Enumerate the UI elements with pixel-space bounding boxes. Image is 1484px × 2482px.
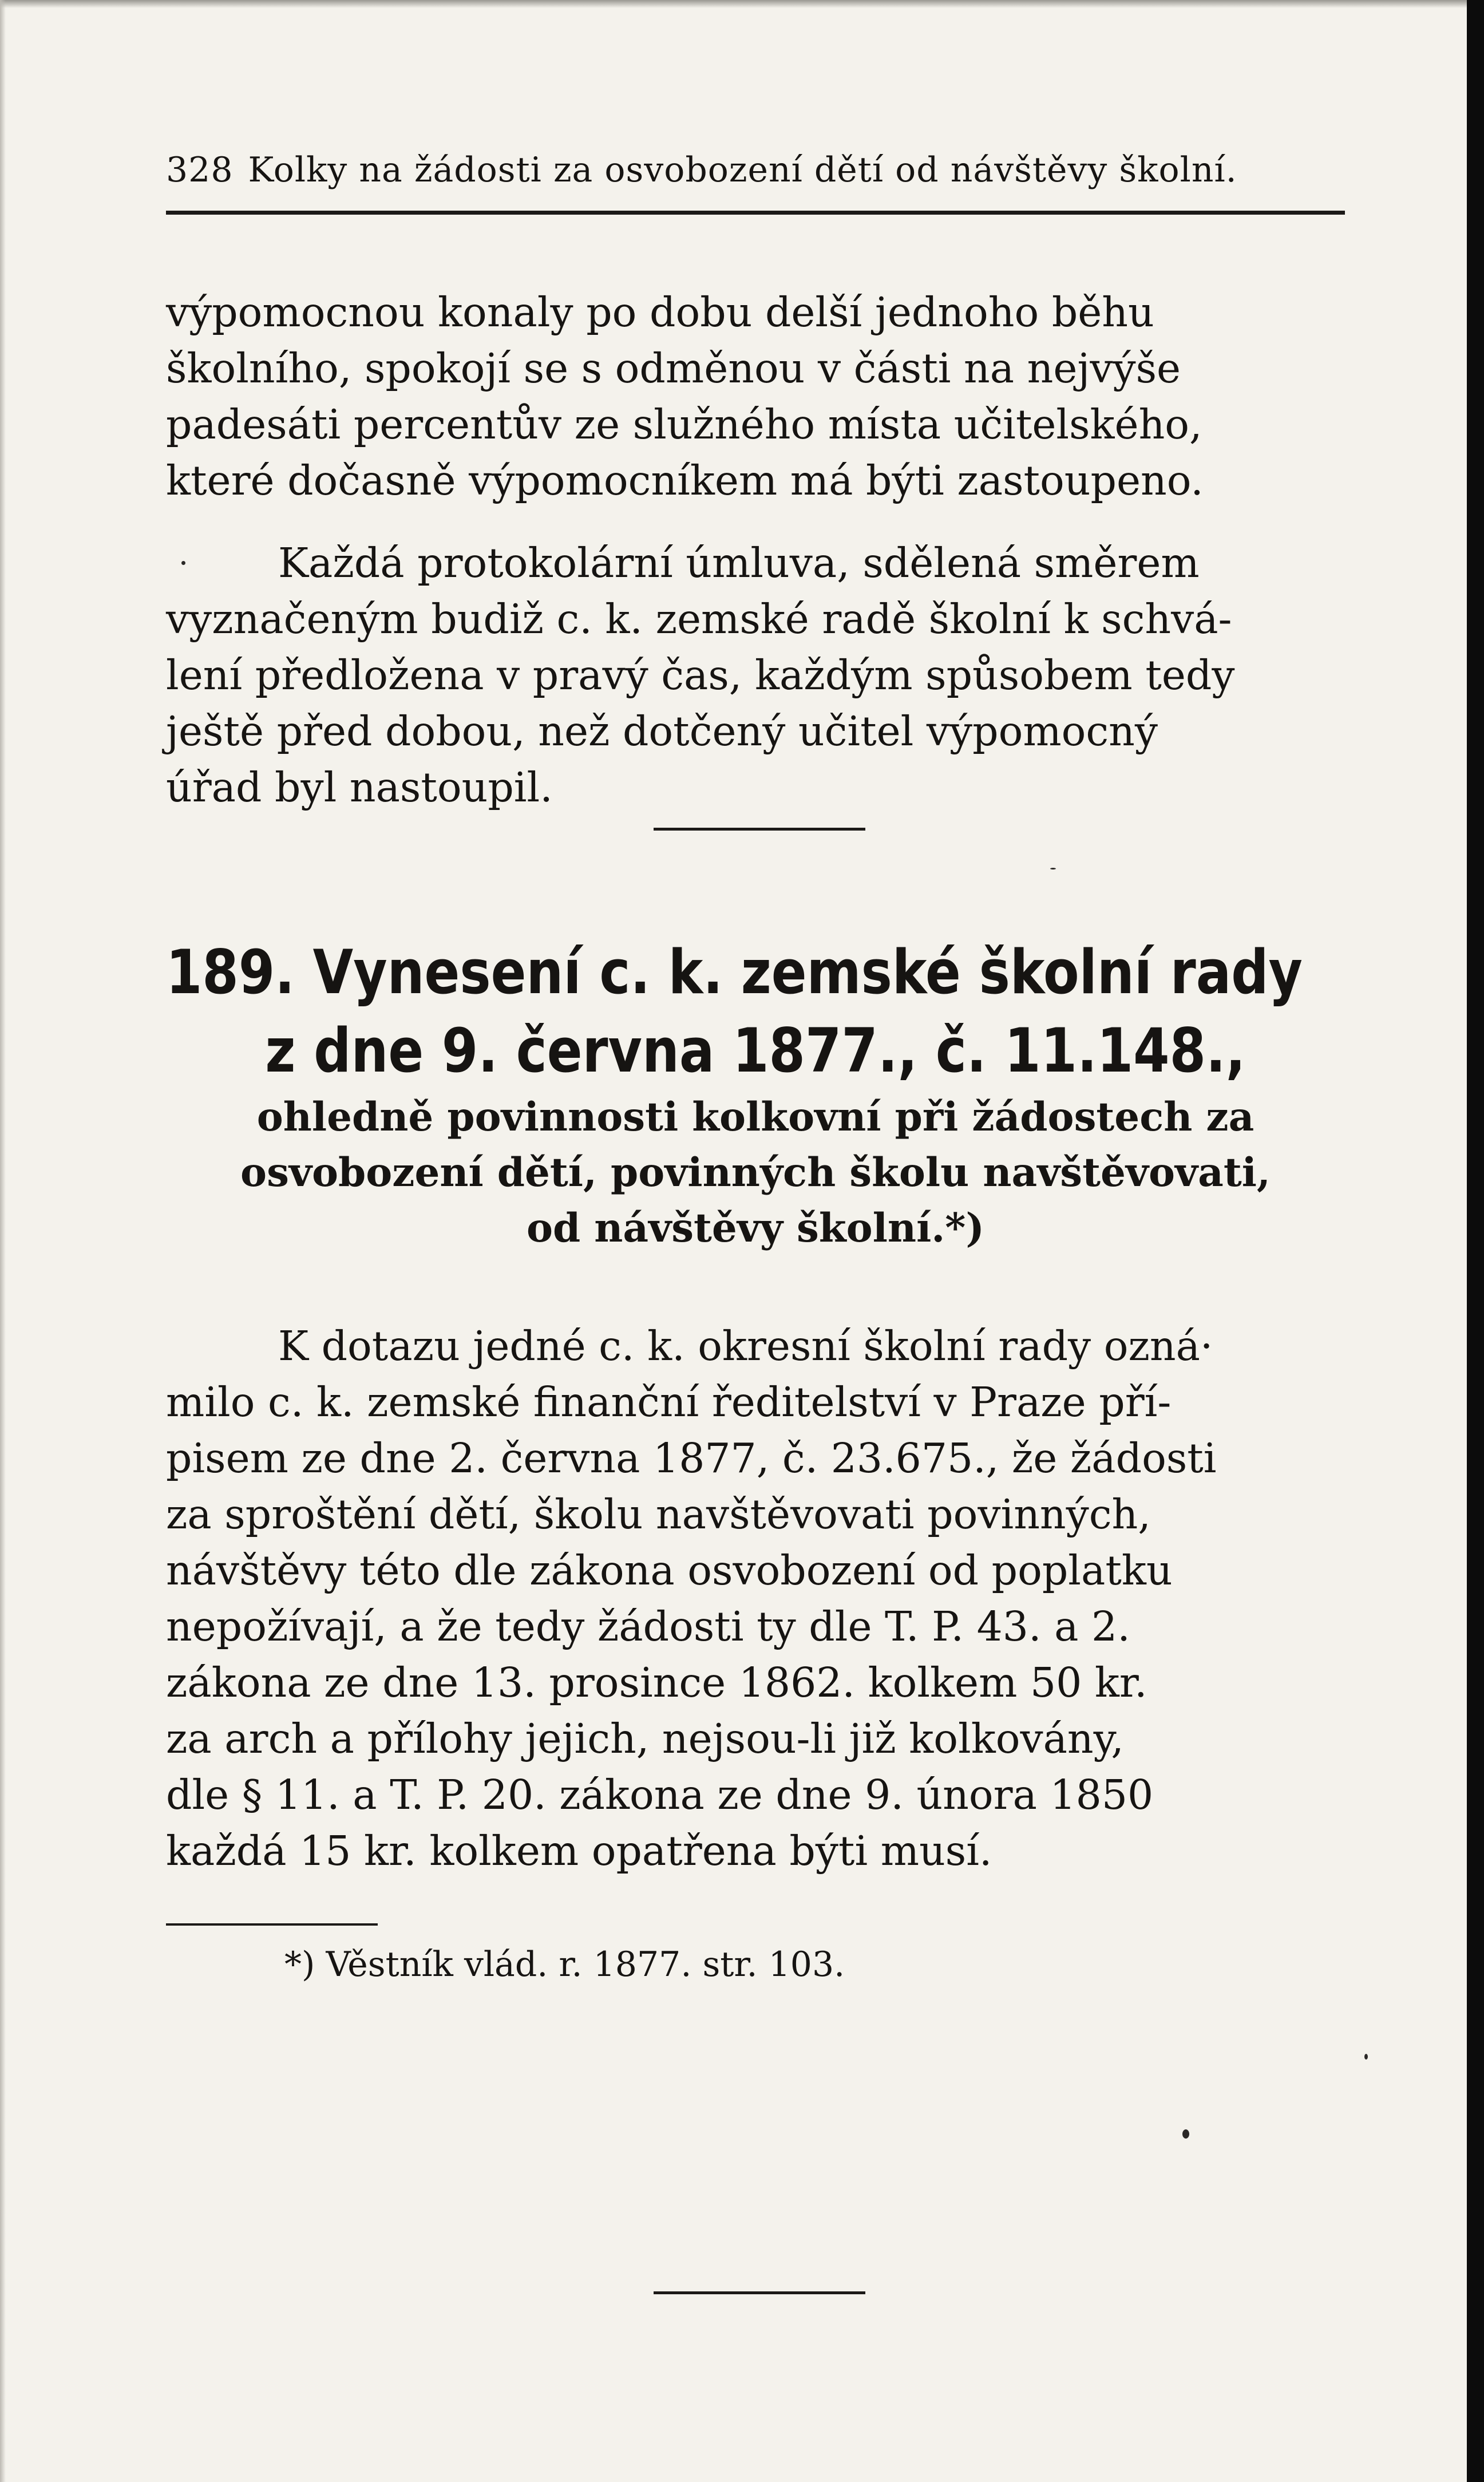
text-line: zákona ze dne 13. prosince 1862. kolkem 50 kr. <box>166 1659 1147 1706</box>
text-line: lení předložena v pravý čas, každým spůsobem tedy <box>166 651 1235 699</box>
running-head-title: Kolky na žádosti za osvobození dětí od návštěvy školní. <box>248 150 1237 190</box>
subtitle-line: ohledně povinnosti kolkovní při žádostech za <box>256 1094 1255 1140</box>
page-end-rule <box>654 2291 865 2294</box>
text-line: úřad byl nastoupil. <box>166 764 553 811</box>
running-head <box>166 150 1345 190</box>
paragraph-protocol-agreement <box>166 535 1345 816</box>
text-line: padesáti percentův ze služného místa učitelského, <box>166 401 1202 448</box>
paper-speck <box>1182 2129 1189 2139</box>
page-number: 328 <box>166 150 234 190</box>
page-edge-right <box>1467 0 1484 2482</box>
paper-speck <box>1050 868 1056 870</box>
text-line: K dotazu jedné c. k. okresní školní rady ozná· <box>278 1322 1213 1370</box>
section-title-line: z dne 9. června 1877., č. 11.148., <box>265 1015 1246 1086</box>
text-line: milo c. k. zemské finanční ředitelství v Praze pří- <box>166 1378 1172 1426</box>
text-line: dle § 11. a T. P. 20. zákona ze dne 9. února 1850 <box>166 1771 1154 1819</box>
paragraph-continuation <box>166 284 1345 509</box>
section-subtitle <box>166 1089 1345 1256</box>
footnote: *) Věstník vlád. r. 1877. str. 103. <box>284 1945 845 1985</box>
text-line: ještě před dobou, než dotčený učitel výpomocný <box>166 708 1158 755</box>
paragraph-decree-body <box>166 1318 1345 1879</box>
paper-speck <box>1364 2054 1368 2060</box>
page-edge-top <box>0 0 1484 8</box>
text-line: vyznačeným budiž c. k. zemské radě školní k schvá- <box>166 595 1232 643</box>
text-line: výpomocnou konaly po dobu delší jednoho běhu <box>166 288 1154 336</box>
text-line: Každá protokolární úmluva, sdělená směrem <box>278 539 1200 587</box>
section-title-line: 189. Vynesení c. k. zemské školní rady <box>166 937 1303 1007</box>
text-line: pisem ze dne 2. června 1877, č. 23.675., že žádosti <box>166 1434 1217 1482</box>
text-line: za sproštění dětí, školu navštěvovati povinných, <box>166 1491 1151 1538</box>
page-edge-left <box>0 0 6 2482</box>
section-divider-rule <box>654 828 865 831</box>
text-line: návštěvy této dle zákona osvobození od poplatku <box>166 1547 1173 1594</box>
footnote-rule <box>166 1923 378 1926</box>
text-line: nepožívají, a že tedy žádosti ty dle T. P. 43. a 2. <box>166 1603 1130 1650</box>
text-line: každá 15 kr. kolkem opatřena býti musí. <box>166 1827 992 1875</box>
text-line: za arch a přílohy jejich, nejsou-li již kolkovány, <box>166 1715 1124 1762</box>
text-line: které dočasně výpomocníkem má býti zastoupeno. <box>166 457 1204 504</box>
section-title <box>166 933 1303 1090</box>
header-rule <box>166 211 1345 215</box>
subtitle-line: osvobození dětí, povinných školu navštěvovati, <box>240 1149 1271 1196</box>
subtitle-line: od návštěvy školní.*) <box>526 1205 985 1251</box>
text-line: školního, spokojí se s odměnou v části na nejvýše <box>166 345 1181 392</box>
paper-speck <box>181 561 185 565</box>
